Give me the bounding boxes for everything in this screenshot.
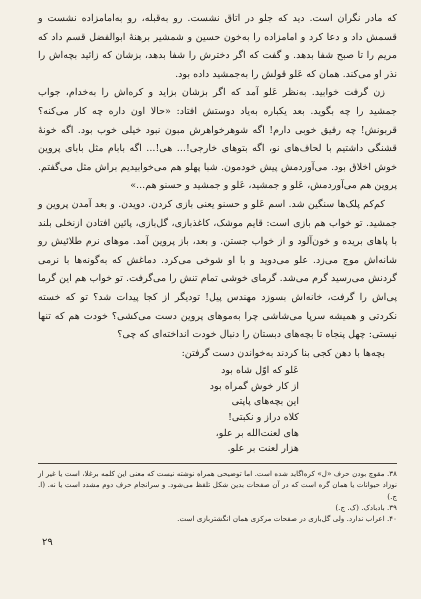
poem-line: های لعنت‌الله بر علو، xyxy=(215,427,299,439)
paragraph-2: زن گرفت خوابید. به‌نظر عَلو آمد که اگر بزشان بزاید و کره‌اش را به‌خدام، جواب جمشید را چه بگوید. بعد یکباره به‌یاد دوستش افتاد: «حالا اون داره چه کار می‌کنه؟ قربونش! چه رفیق خوبی دارم! اگه شوهرخواهرش مبون نبود خیلی خوب بود. اگه خونهٔ قشنگی داشتیم با لحاف‌های نو، اگه بتوهای خارجی!... هی!... اگه بابام مثل بابای پروین خوش اخلاق بود. می‌آوردمش پیش خودمون. شبا پهلو هم می‌خوابیدیم براش مثل می‌گفتم. پروین هم می‌آوردمش، عَلو و جمشید، عَلو و جمشید و حسنو هم...» xyxy=(38,87,397,192)
paragraph-3: کم‌کم پلک‌ها سنگین شد. اسم عَلو و حسنو یعنی بازی کردن. دویدن. و بعد آمدن پروین و جمشید. تو خواب هم بازی است: قایم موشک، کاغذبازی، گل‌بازی، پائین افتادن ازنخلی بلند با پاهای بریده و خون‌آلود و از خواب جستن. و بعد، باز پروین آمد. موهای نرم طلائیش رو شانه‌اش موج می‌زد. علو می‌دوید و با او شوخی می‌کرد. دماغش که به‌گونه‌ها با نرمی گردنش می‌رسید گرم می‌شد. گرمای خوشی تمام تنش را می‌گرفت. تو خواب هم این گرما پی‌اش را گرفت، خانه‌اش بسوزد مهندس پیل! تودیگر از کجا پیدات شد؟ تو که خسته نکردتی و همیشه سرپا می‌شاشی چرا به‌موهای پروین دست می‌کشی؟ خودت هم که تنها نیستی: چهل پنجاه تا بچه‌های دبستان را دنبال خودت انداخته‌ای که چی؟ xyxy=(38,198,397,341)
poem-line: کلاه دراز و نکبتی! xyxy=(228,412,299,424)
footnotes xyxy=(38,468,397,525)
poem-line: عَلو که اوّل شاه بود xyxy=(221,365,299,377)
footnote-39: ۳۹. بادبادک. (ک. ج.) xyxy=(335,503,397,513)
footnote-38: ۳۸. مقوچ بودن حرف «ل» کره‌اگاید شده است. اما توضیحی همراه نوشته نیست که معنی این کلمه برغلا، است یا غیر از نوزاد حیوانات یا همان گره است که در آن صفحات بدین شکل تلفظ می‌شود. و سرانجام حرف دوم مشدد است یا نه. (ا. ج.) xyxy=(38,468,397,501)
paragraph-1: که مادر نگران است. دید که جلو در اتاق نشست. رو به‌قبله، رو به‌امامزاده نشست و قسمش داد و دعا کرد و امامزاده را به‌خون حسین و شمشیر برهنهٔ ابوالفضل قسم داد که مریم را تا صبح شفا بدهد. و گفت که اگر دخترش را شفا بدهد، بزشان که زائید بچه‌اش را نذر او می‌کند. همان که عَلو قولش را به‌جمشید داده بود. xyxy=(38,13,397,80)
footnote-divider xyxy=(38,463,397,464)
footnote-40: ۴۰. اعراب ندارد. ولی گل‌بازی در صفحات مرکزی همان انگشتربازی است. xyxy=(177,514,397,524)
poem-line: این بچه‌های پاپتی xyxy=(231,396,299,408)
poem-line: از کار خوش گمراه بود xyxy=(209,380,299,392)
poem xyxy=(38,363,397,457)
poem-line: هزار لعنت بر علو. xyxy=(227,443,299,455)
poem-intro: بچه‌ها با دهن کجی بنا کردند به‌خواندن دست گرفتن: xyxy=(181,347,385,359)
page-number: ۲۹ xyxy=(42,537,53,548)
